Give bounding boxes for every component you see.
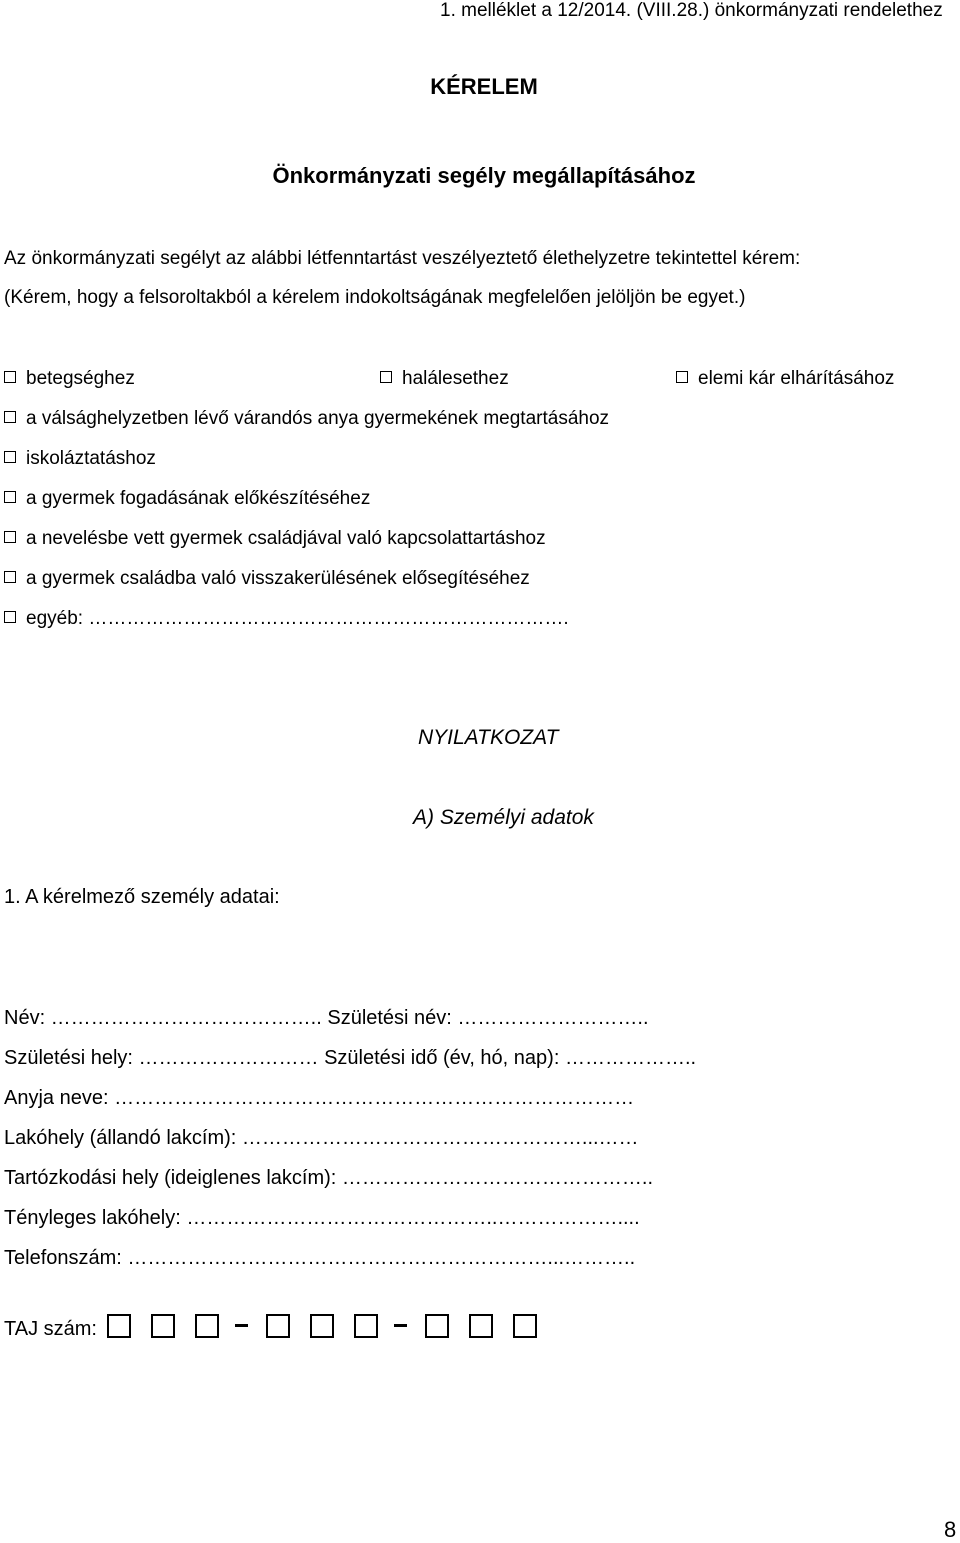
taj-digit-box[interactable] (195, 1314, 219, 1338)
checkbox-icon[interactable] (4, 451, 16, 463)
option-label: a válsághelyzetben lévő várandós anya gyermekének megtartásához (26, 408, 610, 429)
subsection-heading: 1. A kérelmező személy adatai: (4, 886, 280, 908)
page-number: 8 (944, 1517, 957, 1542)
option-label: halálesethez (402, 368, 509, 389)
taj-digit-box[interactable] (425, 1314, 449, 1338)
field-tartozkodasi-hely[interactable]: Tartózkodási hely (ideiglenes lakcím): ……………………………………….. (4, 1167, 654, 1189)
checkbox-icon[interactable] (380, 371, 392, 383)
checkbox-icon[interactable] (4, 491, 16, 503)
option-iskolaztatas[interactable] (4, 448, 156, 470)
option-label: betegséghez (26, 368, 135, 389)
taj-digit-box[interactable] (310, 1314, 334, 1338)
checkbox-icon[interactable] (4, 371, 16, 383)
option-halaleset[interactable] (380, 368, 509, 390)
checkbox-icon[interactable] (4, 411, 16, 423)
declaration-title: NYILATKOZAT (418, 726, 559, 749)
option-egyeb[interactable] (4, 608, 569, 630)
option-elemi-kar[interactable] (676, 368, 894, 390)
option-varandos[interactable] (4, 408, 609, 430)
section-heading: A) Személyi adatok (413, 806, 594, 829)
form-subtitle: Önkormányzati segély megállapításához (272, 163, 696, 188)
option-label: egyéb: …………………………………………………………………. (26, 608, 569, 629)
field-anyja-neve[interactable]: Anyja neve: …………………………………………………………………… (4, 1087, 635, 1109)
taj-digit-box[interactable] (354, 1314, 378, 1338)
field-telefonszam[interactable]: Telefonszám: ………………………………………………………...……….. (4, 1247, 636, 1269)
checkbox-icon[interactable] (4, 531, 16, 543)
field-lakohely[interactable]: Lakóhely (állandó lakcím): ……………………………………………...…… (4, 1127, 639, 1149)
form-title: KÉRELEM (430, 74, 538, 99)
option-label: a gyermek fogadásának előkészítéséhez (26, 488, 371, 509)
annex-header: 1. melléklet a 12/2014. (VIII.28.) önkormányzati rendelethez (440, 0, 943, 21)
taj-digit-box[interactable] (151, 1314, 175, 1338)
option-betegseg[interactable] (4, 368, 135, 390)
taj-digit-box[interactable] (513, 1314, 537, 1338)
taj-digit-box[interactable] (107, 1314, 131, 1338)
option-label: iskoláztatáshoz (26, 448, 156, 469)
field-tenyleges-lakohely[interactable]: Tényleges lakóhely: ………………………………………..……………….... (4, 1207, 640, 1229)
option-fogadas[interactable] (4, 488, 370, 510)
taj-field (4, 1310, 537, 1341)
checkbox-icon[interactable] (676, 371, 688, 383)
taj-separator (394, 1324, 407, 1327)
option-label: elemi kár elhárításához (698, 368, 895, 389)
taj-digit-box[interactable] (266, 1314, 290, 1338)
option-label: a gyermek családba való visszakerülésének elősegítéséhez (26, 568, 530, 589)
option-kapcsolattartas[interactable] (4, 528, 546, 550)
taj-label: TAJ szám: (4, 1318, 97, 1340)
taj-separator (235, 1324, 248, 1327)
intro-line-2: (Kérem, hogy a felsoroltakból a kérelem indokoltságának megfelelően jelöljön be egyet.) (4, 287, 746, 308)
intro-line-1: Az önkormányzati segélyt az alábbi létfenntartást veszélyeztető élethelyzetre tekintettel kérem: (4, 248, 801, 269)
checkbox-icon[interactable] (4, 571, 16, 583)
taj-digit-box[interactable] (469, 1314, 493, 1338)
option-visszakerules[interactable] (4, 568, 530, 590)
checkbox-icon[interactable] (4, 611, 16, 623)
field-szuletesi-hely[interactable]: Születési hely: ……………………… Születési idő (év, hó, nap): ……………….. (4, 1047, 697, 1069)
option-label: a nevelésbe vett gyermek családjával való kapcsolattartáshoz (26, 528, 546, 549)
field-nev[interactable]: Név: ………………………………….. Születési név: ……………………….. (4, 1007, 649, 1029)
